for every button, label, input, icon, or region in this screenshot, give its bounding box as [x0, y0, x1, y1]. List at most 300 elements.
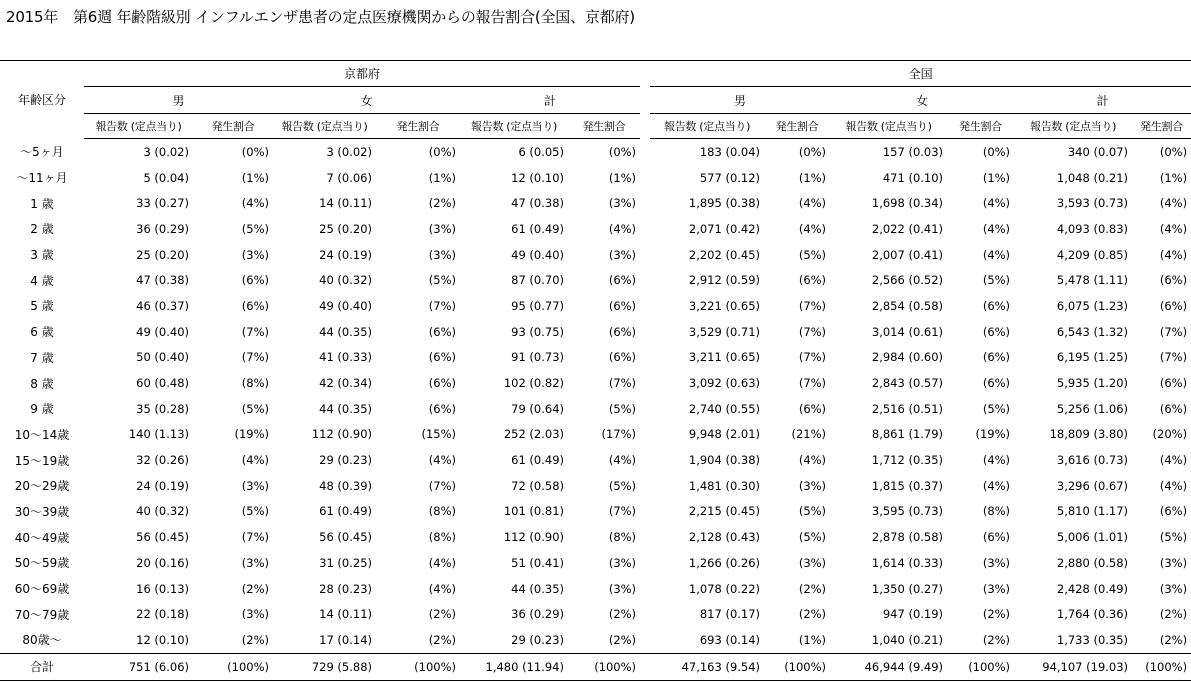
report-count-cell: 1,733 (0.35) — [1056, 632, 1129, 647]
incidence-rate-cell: (7%) — [798, 298, 827, 313]
incidence-rate-cell: (5%) — [798, 247, 827, 262]
report-count-cell: 6,075 (1.23) — [1056, 298, 1129, 313]
incidence-rate-cell: (6%) — [1159, 504, 1188, 519]
count-header: 報告数 (定点当り) — [830, 114, 947, 139]
report-count-cell: 61 (0.49) — [319, 504, 372, 519]
incidence-rate-cell: (0%) — [428, 144, 456, 159]
report-count-cell: 56 (0.45) — [319, 530, 372, 545]
incidence-rate-cell: (7%) — [241, 324, 269, 339]
report-count-cell: 471 (0.10) — [882, 170, 944, 185]
region-header-national: 全国 — [650, 61, 1191, 87]
incidence-rate-cell: (100%) — [1132, 653, 1191, 680]
incidence-rate-cell: (5%) — [982, 401, 1011, 416]
report-count-cell: 46,944 (9.49) — [830, 653, 947, 680]
report-count-cell: 36 (0.29) — [136, 221, 189, 236]
incidence-rate-cell: (5%) — [608, 478, 637, 493]
incidence-rate-cell: (6%) — [608, 350, 637, 365]
table-row — [0, 345, 1191, 371]
report-count-cell: 2,880 (0.58) — [1056, 555, 1129, 570]
incidence-rate-cell: (1%) — [241, 170, 269, 185]
report-count-cell: 2,984 (0.60) — [871, 350, 944, 365]
column-gap — [640, 267, 650, 293]
table-row — [0, 319, 1191, 345]
report-count-cell: 47 (0.38) — [511, 196, 564, 211]
incidence-rate-cell: (4%) — [241, 196, 269, 211]
report-count-cell: 9,948 (2.01) — [688, 427, 761, 442]
report-count-cell: 12 (0.10) — [511, 170, 564, 185]
incidence-rate-cell: (4%) — [241, 453, 269, 468]
incidence-rate-cell: (2%) — [982, 632, 1011, 647]
report-count-cell: 14 (0.11) — [319, 607, 372, 622]
age-group-label: 1 歳 — [30, 196, 54, 211]
age-group-label: 6 歳 — [30, 325, 54, 340]
report-count-cell: 3,616 (0.73) — [1056, 453, 1129, 468]
header-row-measure — [0, 114, 1191, 139]
incidence-rate-cell: (2%) — [1159, 632, 1188, 647]
incidence-rate-cell: (6%) — [982, 530, 1011, 545]
incidence-rate-cell: (3%) — [608, 581, 637, 596]
report-count-cell: 693 (0.14) — [699, 632, 761, 647]
incidence-rate-cell: (2%) — [241, 581, 269, 596]
table-row — [0, 396, 1191, 422]
report-count-cell: 140 (1.13) — [128, 427, 189, 442]
report-count-cell: 2,516 (0.51) — [871, 401, 944, 416]
age-group-label: 60～69歳 — [14, 582, 70, 597]
report-count-cell: 3,593 (0.73) — [1056, 196, 1129, 211]
age-column-header: 年齢区分 — [0, 61, 84, 139]
incidence-rate-cell: (3%) — [241, 247, 269, 262]
incidence-rate-cell: (1%) — [1159, 170, 1188, 185]
incidence-rate-cell: (1%) — [608, 170, 637, 185]
incidence-rate-cell: (2%) — [1159, 607, 1188, 622]
report-count-cell: 101 (0.81) — [503, 504, 564, 519]
report-count-cell: 17 (0.14) — [319, 632, 372, 647]
incidence-rate-cell: (0%) — [241, 144, 269, 159]
report-count-cell: 8,861 (1.79) — [871, 427, 944, 442]
sex-header-national-male: 男 — [650, 87, 830, 114]
report-count-cell: 252 (2.03) — [503, 427, 564, 442]
column-gap — [640, 61, 650, 87]
report-count-cell: 29 (0.23) — [319, 453, 372, 468]
column-gap — [640, 550, 650, 576]
incidence-rate-cell: (4%) — [428, 453, 456, 468]
age-group-label: 合計 — [0, 653, 84, 680]
incidence-rate-cell: (7%) — [798, 376, 827, 391]
column-gap — [640, 293, 650, 319]
incidence-rate-cell: (4%) — [428, 555, 456, 570]
incidence-rate-cell: (3%) — [608, 555, 637, 570]
incidence-rate-cell: (2%) — [982, 607, 1011, 622]
report-count-cell: 35 (0.28) — [136, 401, 189, 416]
incidence-rate-cell: (3%) — [241, 555, 269, 570]
report-count-cell: 40 (0.32) — [136, 504, 189, 519]
incidence-rate-cell: (6%) — [982, 298, 1011, 313]
incidence-rate-cell: (6%) — [428, 376, 456, 391]
rate-header: 発生割合 — [764, 114, 830, 139]
report-count-cell: 3 (0.02) — [326, 144, 372, 159]
table-row — [0, 165, 1191, 191]
report-count-cell: 47 (0.38) — [136, 273, 189, 288]
incidence-rate-cell: (4%) — [428, 581, 456, 596]
incidence-rate-cell: (7%) — [608, 504, 637, 519]
report-count-cell: 40 (0.32) — [319, 273, 372, 288]
report-count-cell: 1,266 (0.26) — [688, 555, 761, 570]
report-count-cell: 72 (0.58) — [511, 478, 564, 493]
report-count-cell: 157 (0.03) — [882, 144, 944, 159]
incidence-rate-cell: (6%) — [1159, 376, 1188, 391]
table-row — [0, 447, 1191, 473]
report-count-cell: 1,904 (0.38) — [688, 453, 761, 468]
age-group-label: ～11ヶ月 — [16, 171, 68, 186]
incidence-rate-cell: (7%) — [1159, 324, 1188, 339]
report-count-cell: 22 (0.18) — [136, 607, 189, 622]
report-count-cell: 44 (0.35) — [319, 324, 372, 339]
table-row — [0, 550, 1191, 576]
incidence-rate-cell: (6%) — [798, 401, 827, 416]
report-count-cell: 1,815 (0.37) — [871, 478, 944, 493]
incidence-rate-cell: (6%) — [982, 350, 1011, 365]
table-row — [0, 370, 1191, 396]
incidence-rate-cell: (6%) — [1159, 298, 1188, 313]
rate-header: 発生割合 — [947, 114, 1014, 139]
incidence-rate-cell: (4%) — [608, 221, 637, 236]
incidence-rate-cell: (0%) — [608, 144, 637, 159]
table-row — [0, 524, 1191, 550]
incidence-rate-cell: (4%) — [1159, 478, 1188, 493]
incidence-rate-cell: (1%) — [798, 632, 827, 647]
age-group-label: 15～19歳 — [14, 453, 70, 468]
report-count-cell: 7 (0.06) — [326, 170, 372, 185]
incidence-rate-cell: (5%) — [241, 504, 269, 519]
report-count-cell: 16 (0.13) — [136, 581, 189, 596]
column-gap — [640, 370, 650, 396]
column-gap — [640, 87, 650, 114]
report-count-cell: 42 (0.34) — [319, 376, 372, 391]
incidence-rate-cell: (6%) — [608, 324, 637, 339]
age-group-label: 70～79歳 — [14, 607, 70, 622]
incidence-rate-cell: (7%) — [241, 350, 269, 365]
report-count-cell: 4,093 (0.83) — [1056, 221, 1129, 236]
sex-header-national-total: 計 — [1014, 87, 1191, 114]
age-group-label: 8 歳 — [30, 376, 54, 391]
table-row — [0, 473, 1191, 499]
incidence-rate-cell: (7%) — [798, 324, 827, 339]
incidence-rate-cell: (100%) — [947, 653, 1014, 680]
report-count-cell: 2,128 (0.43) — [688, 530, 761, 545]
incidence-rate-cell: (100%) — [568, 653, 640, 680]
count-header: 報告数 (定点当り) — [650, 114, 764, 139]
incidence-rate-cell: (6%) — [428, 324, 456, 339]
incidence-rate-cell: (0%) — [982, 144, 1011, 159]
incidence-rate-cell: (100%) — [376, 653, 460, 680]
report-count-cell: 33 (0.27) — [136, 196, 189, 211]
report-count-cell: 1,895 (0.38) — [688, 196, 761, 211]
incidence-rate-cell: (20%) — [1152, 427, 1188, 442]
incidence-rate-cell: (6%) — [428, 350, 456, 365]
page-title: 2015年 第6週 年齢階級別 インフルエンザ患者の定点医療機関からの報告割合(全国、京都府) — [6, 8, 635, 26]
region-header-kyoto: 京都府 — [84, 61, 640, 87]
report-count-cell: 729 (5.88) — [273, 653, 376, 680]
report-count-cell: 2,428 (0.49) — [1056, 581, 1129, 596]
report-count-cell: 56 (0.45) — [136, 530, 189, 545]
report-count-cell: 28 (0.23) — [319, 581, 372, 596]
report-count-cell: 29 (0.23) — [511, 632, 564, 647]
report-count-cell: 44 (0.35) — [319, 401, 372, 416]
column-gap — [640, 190, 650, 216]
report-count-cell: 36 (0.29) — [511, 607, 564, 622]
report-count-cell: 6,195 (1.25) — [1056, 350, 1129, 365]
column-gap — [640, 473, 650, 499]
age-group-label: 2 歳 — [30, 222, 54, 237]
total-row — [0, 653, 1191, 680]
report-count-cell: 20 (0.16) — [136, 555, 189, 570]
incidence-rate-cell: (8%) — [241, 376, 269, 391]
incidence-rate-cell: (8%) — [428, 504, 456, 519]
report-count-cell: 87 (0.70) — [511, 273, 564, 288]
rate-header: 発生割合 — [568, 114, 640, 139]
report-count-cell: 50 (0.40) — [136, 350, 189, 365]
incidence-rate-cell: (7%) — [428, 478, 456, 493]
age-group-label: 5 歳 — [30, 299, 54, 314]
age-group-label: 50～59歳 — [14, 556, 70, 571]
rate-header: 発生割合 — [1132, 114, 1191, 139]
report-count-cell: 817 (0.17) — [699, 607, 761, 622]
incidence-rate-cell: (7%) — [428, 298, 456, 313]
incidence-rate-cell: (2%) — [428, 607, 456, 622]
incidence-rate-cell: (4%) — [798, 221, 827, 236]
report-count-cell: 2,740 (0.55) — [688, 401, 761, 416]
incidence-rate-cell: (3%) — [1159, 555, 1188, 570]
incidence-rate-cell: (0%) — [798, 144, 827, 159]
sex-header-kyoto-total: 計 — [460, 87, 640, 114]
incidence-rate-cell: (3%) — [608, 247, 637, 262]
column-gap — [640, 627, 650, 653]
report-count-cell: 2,202 (0.45) — [688, 247, 761, 262]
incidence-rate-cell: (6%) — [1159, 273, 1188, 288]
report-count-cell: 79 (0.64) — [511, 401, 564, 416]
incidence-rate-cell: (2%) — [428, 632, 456, 647]
incidence-rate-cell: (4%) — [982, 478, 1011, 493]
report-count-cell: 2,007 (0.41) — [871, 247, 944, 262]
report-count-cell: 6,543 (1.32) — [1056, 324, 1129, 339]
report-count-cell: 94,107 (19.03) — [1014, 653, 1132, 680]
incidence-rate-cell: (100%) — [193, 653, 273, 680]
report-count-cell: 3,211 (0.65) — [688, 350, 761, 365]
report-count-cell: 112 (0.90) — [311, 427, 372, 442]
report-count-cell: 49 (0.40) — [319, 298, 372, 313]
incidence-rate-cell: (1%) — [428, 170, 456, 185]
column-gap — [640, 576, 650, 602]
age-group-label: 9 歳 — [30, 402, 54, 417]
report-count-cell: 47,163 (9.54) — [650, 653, 764, 680]
report-count-cell: 3,221 (0.65) — [688, 298, 761, 313]
incidence-rate-cell: (5%) — [241, 221, 269, 236]
column-gap — [640, 447, 650, 473]
incidence-rate-cell: (4%) — [1159, 221, 1188, 236]
incidence-rate-cell: (5%) — [798, 530, 827, 545]
report-count-cell: 3,595 (0.73) — [871, 504, 944, 519]
column-gap — [640, 524, 650, 550]
column-gap — [640, 216, 650, 242]
report-count-cell: 112 (0.90) — [503, 530, 564, 545]
incidence-rate-cell: (3%) — [608, 196, 637, 211]
count-header: 報告数 (定点当り) — [1014, 114, 1132, 139]
incidence-rate-cell: (19%) — [234, 427, 269, 442]
report-count-cell: 751 (6.06) — [84, 653, 193, 680]
column-gap — [640, 165, 650, 191]
sex-header-national-female: 女 — [830, 87, 1014, 114]
report-count-cell: 12 (0.10) — [136, 632, 189, 647]
report-count-cell: 6 (0.05) — [518, 144, 564, 159]
incidence-rate-cell: (4%) — [982, 196, 1011, 211]
incidence-rate-cell: (0%) — [1159, 144, 1188, 159]
report-count-cell: 947 (0.19) — [882, 607, 944, 622]
age-group-label: 40～49歳 — [14, 530, 70, 545]
incidence-rate-cell: (8%) — [982, 504, 1011, 519]
incidence-rate-cell: (15%) — [421, 427, 456, 442]
incidence-rate-cell: (7%) — [241, 530, 269, 545]
incidence-rate-cell: (6%) — [982, 376, 1011, 391]
report-count-cell: 5,935 (1.20) — [1056, 376, 1129, 391]
incidence-rate-cell: (3%) — [428, 221, 456, 236]
incidence-rate-cell: (8%) — [428, 530, 456, 545]
column-gap — [640, 139, 650, 165]
report-count-cell: 49 (0.40) — [136, 324, 189, 339]
column-gap — [640, 601, 650, 627]
report-count-cell: 2,843 (0.57) — [871, 376, 944, 391]
report-count-cell: 5 (0.04) — [143, 170, 189, 185]
column-gap — [640, 653, 650, 680]
table-row — [0, 601, 1191, 627]
column-gap — [640, 499, 650, 525]
incidence-rate-cell: (5%) — [982, 273, 1011, 288]
report-count-cell: 41 (0.33) — [319, 350, 372, 365]
incidence-rate-cell: (7%) — [608, 376, 637, 391]
incidence-rate-cell: (4%) — [1159, 196, 1188, 211]
report-count-cell: 2,566 (0.52) — [871, 273, 944, 288]
incidence-rate-cell: (6%) — [241, 298, 269, 313]
column-gap — [640, 422, 650, 448]
report-count-cell: 2,215 (0.45) — [688, 504, 761, 519]
report-count-cell: 18,809 (3.80) — [1049, 427, 1129, 442]
header-row-region — [0, 61, 1191, 87]
report-count-cell: 1,614 (0.33) — [871, 555, 944, 570]
count-header: 報告数 (定点当り) — [84, 114, 193, 139]
report-count-cell: 5,810 (1.17) — [1056, 504, 1129, 519]
column-gap — [640, 319, 650, 345]
report-count-cell: 577 (0.12) — [699, 170, 761, 185]
report-count-cell: 2,071 (0.42) — [688, 221, 761, 236]
table-row — [0, 216, 1191, 242]
incidence-rate-cell: (4%) — [798, 196, 827, 211]
incidence-rate-cell: (3%) — [241, 607, 269, 622]
incidence-rate-cell: (21%) — [791, 427, 827, 442]
report-count-cell: 51 (0.41) — [511, 555, 564, 570]
count-header: 報告数 (定点当り) — [460, 114, 568, 139]
report-count-cell: 3,529 (0.71) — [688, 324, 761, 339]
incidence-rate-cell: (3%) — [1159, 581, 1188, 596]
table-row — [0, 267, 1191, 293]
incidence-rate-cell: (2%) — [241, 632, 269, 647]
report-count-cell: 91 (0.73) — [511, 350, 564, 365]
report-count-cell: 93 (0.75) — [511, 324, 564, 339]
report-count-cell: 1,698 (0.34) — [871, 196, 944, 211]
age-group-label: ～5ヶ月 — [20, 145, 64, 160]
report-count-cell: 4,209 (0.85) — [1056, 247, 1129, 262]
incidence-rate-cell: (2%) — [608, 632, 637, 647]
table-row — [0, 139, 1191, 165]
incidence-rate-cell: (2%) — [428, 196, 456, 211]
report-count-cell: 1,764 (0.36) — [1056, 607, 1129, 622]
incidence-rate-cell: (3%) — [798, 478, 827, 493]
count-header: 報告数 (定点当り) — [273, 114, 376, 139]
incidence-rate-cell: (1%) — [798, 170, 827, 185]
sex-header-kyoto-female: 女 — [273, 87, 460, 114]
report-count-cell: 32 (0.26) — [136, 453, 189, 468]
report-count-cell: 1,040 (0.21) — [871, 632, 944, 647]
report-count-cell: 49 (0.40) — [511, 247, 564, 262]
table-row — [0, 627, 1191, 653]
incidence-rate-cell: (6%) — [982, 324, 1011, 339]
age-group-label: 20～29歳 — [14, 479, 70, 494]
incidence-rate-cell: (3%) — [982, 581, 1011, 596]
report-count-cell: 25 (0.20) — [136, 247, 189, 262]
report-count-cell: 2,878 (0.58) — [871, 530, 944, 545]
incidence-rate-cell: (5%) — [608, 401, 637, 416]
age-group-label: 4 歳 — [30, 273, 54, 288]
incidence-rate-cell: (19%) — [975, 427, 1011, 442]
incidence-rate-cell: (7%) — [798, 350, 827, 365]
table-row — [0, 190, 1191, 216]
incidence-rate-cell: (6%) — [608, 273, 637, 288]
report-count-cell: 48 (0.39) — [319, 478, 372, 493]
report-count-cell: 5,256 (1.06) — [1056, 401, 1129, 416]
incidence-rate-cell: (2%) — [798, 581, 827, 596]
incidence-rate-cell: (4%) — [982, 247, 1011, 262]
influenza-report-table — [0, 60, 1191, 681]
column-gap — [640, 114, 650, 139]
incidence-rate-cell: (3%) — [798, 555, 827, 570]
report-count-cell: 24 (0.19) — [136, 478, 189, 493]
incidence-rate-cell: (17%) — [601, 427, 637, 442]
report-count-cell: 1,048 (0.21) — [1056, 170, 1129, 185]
report-count-cell: 95 (0.77) — [511, 298, 564, 313]
incidence-rate-cell: (6%) — [428, 401, 456, 416]
report-count-cell: 61 (0.49) — [511, 453, 564, 468]
report-count-cell: 3,092 (0.63) — [688, 376, 761, 391]
report-count-cell: 25 (0.20) — [319, 221, 372, 236]
incidence-rate-cell: (3%) — [428, 247, 456, 262]
report-count-cell: 5,006 (1.01) — [1056, 530, 1129, 545]
sex-header-kyoto-male: 男 — [84, 87, 273, 114]
report-count-cell: 1,480 (11.94) — [460, 653, 568, 680]
incidence-rate-cell: (4%) — [982, 221, 1011, 236]
table-body — [0, 139, 1191, 681]
incidence-rate-cell: (2%) — [798, 607, 827, 622]
report-count-cell: 2,854 (0.58) — [871, 298, 944, 313]
report-count-cell: 183 (0.04) — [699, 144, 761, 159]
report-count-cell: 60 (0.48) — [136, 376, 189, 391]
incidence-rate-cell: (2%) — [608, 607, 637, 622]
incidence-rate-cell: (5%) — [428, 273, 456, 288]
report-count-cell: 3,296 (0.67) — [1056, 478, 1129, 493]
incidence-rate-cell: (5%) — [1159, 530, 1188, 545]
incidence-rate-cell: (3%) — [982, 555, 1011, 570]
incidence-rate-cell: (7%) — [1159, 350, 1188, 365]
report-count-cell: 31 (0.25) — [319, 555, 372, 570]
report-count-cell: 1,078 (0.22) — [688, 581, 761, 596]
incidence-rate-cell: (5%) — [241, 401, 269, 416]
